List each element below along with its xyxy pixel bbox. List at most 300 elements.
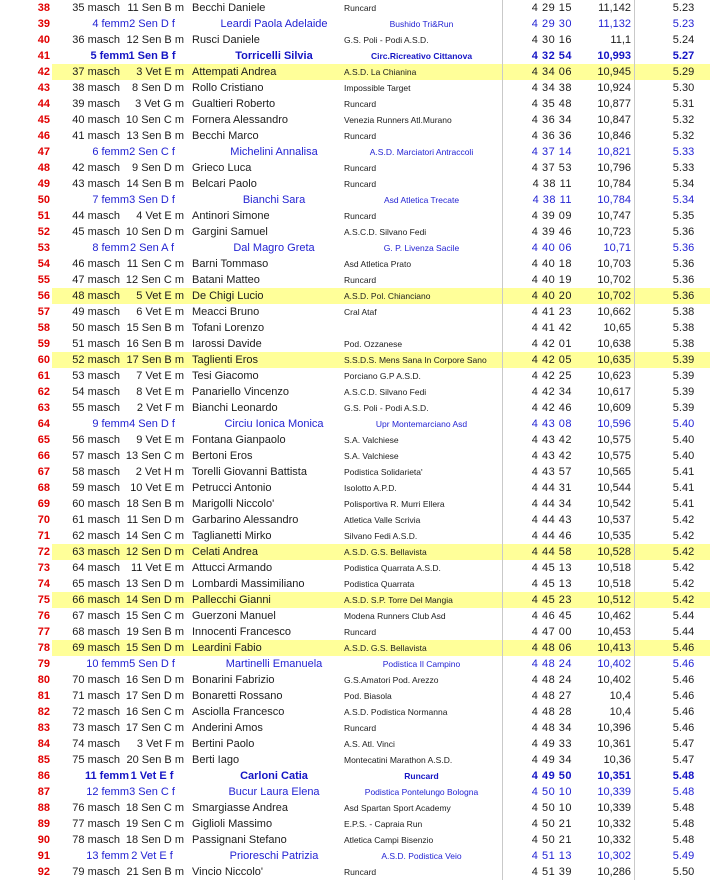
table-row — [0, 304, 714, 320]
athlete-name-cell: Asciolla Francesco — [192, 706, 285, 718]
rank-cell: 61 — [37, 370, 50, 382]
rank-cell: 51 — [37, 210, 50, 222]
athlete-name-cell: Marigolli Niccolo' — [192, 498, 275, 510]
rank-cell: 72 — [0, 544, 52, 560]
sex-position-cell: 66 masch — [52, 592, 120, 608]
sex-position-cell: 48 masch — [52, 288, 120, 304]
category-position-cell: 8 Vet E m — [136, 386, 184, 398]
speed-cell: 10,702 — [597, 274, 631, 286]
athlete-name-cell: Circiu Ionica Monica — [224, 418, 324, 430]
speed-cell: 10,65 — [603, 322, 631, 334]
team-cell: G.S. Poli - Podi A.S.D. — [344, 35, 429, 45]
time-cell: 4 35 48 — [502, 96, 577, 112]
rank-cell: 92 — [37, 866, 50, 878]
team-cell: Venezia Runners Atl.Murano — [344, 115, 452, 125]
speed-cell: 10,796 — [597, 162, 631, 174]
rank-cell: 41 — [37, 50, 50, 62]
speed-cell: 10,518 — [597, 578, 631, 590]
speed-cell: 10,402 — [597, 658, 631, 670]
table-row — [0, 160, 714, 176]
speed-cell: 10,396 — [597, 722, 631, 734]
sex-position-cell: 6 femm — [92, 146, 129, 158]
speed-cell: 10,784 — [597, 178, 631, 190]
category-position-cell: 10 Vet E m — [130, 482, 184, 494]
time-cell: 4 36 34 — [502, 112, 577, 128]
team-cell: S.S.D.S. Mens Sana In Corpore Sano — [341, 352, 502, 368]
rank-cell: 64 — [37, 418, 50, 430]
pace-cell: 5.34 — [634, 192, 710, 208]
rank-cell: 57 — [37, 306, 50, 318]
athlete-name-cell: Berti Iago — [192, 754, 240, 766]
team-cell: Runcard — [344, 627, 377, 637]
team-cell: S.A. Valchiese — [344, 451, 399, 461]
rank-cell: 40 — [37, 34, 50, 46]
category-position-cell: 12 Sen B m — [126, 34, 184, 46]
category-position-cell: 18 Sen D m — [125, 834, 184, 846]
sex-position-cell: 35 masch — [72, 2, 120, 14]
sex-position-cell: 4 femm — [92, 18, 129, 30]
athlete-name-cell: Gualtieri Roberto — [192, 98, 276, 110]
athlete-name-cell: Becchi Daniele — [192, 2, 266, 14]
time-cell: 4 51 13 — [502, 848, 577, 864]
table-row — [0, 144, 714, 160]
sex-position-cell: 71 masch — [72, 690, 120, 702]
time-cell: 4 44 58 — [502, 544, 577, 560]
team-cell: Porciano G.P A.S.D. — [344, 371, 421, 381]
team-cell: Asd Atletica Prato — [344, 259, 412, 269]
athlete-name-cell: Smargiasse Andrea — [192, 802, 288, 814]
sex-position-cell: 73 masch — [72, 722, 120, 734]
pace-cell: 5.44 — [634, 624, 710, 640]
rank-cell: 71 — [37, 530, 50, 542]
sex-position-cell: 72 masch — [72, 706, 120, 718]
time-cell: 4 38 11 — [502, 192, 577, 208]
pace-cell: 5.30 — [634, 80, 710, 96]
team-cell: A.S.D. G.S. Bellavista — [341, 544, 502, 560]
rank-cell: 82 — [37, 706, 50, 718]
sex-position-cell: 79 masch — [72, 866, 120, 878]
athlete-name-cell: Torricelli Silvia — [235, 50, 313, 62]
pace-cell: 5.35 — [634, 208, 710, 224]
team-cell: Runcard — [344, 275, 377, 285]
pace-cell: 5.38 — [634, 320, 710, 336]
speed-cell: 10,4 — [609, 690, 631, 702]
sex-position-cell: 11 femm — [84, 770, 129, 782]
speed-cell: 10,723 — [597, 226, 631, 238]
pace-cell: 5.27 — [634, 48, 710, 64]
pace-cell: 5.46 — [634, 688, 710, 704]
speed-cell: 10,847 — [597, 114, 631, 126]
athlete-name-cell: Bertoni Eros — [192, 450, 253, 462]
speed-cell: 11,132 — [598, 18, 631, 30]
sex-position-cell: 42 masch — [72, 162, 120, 174]
team-cell: Silvano Fedi A.S.D. — [344, 531, 418, 541]
time-cell: 4 46 45 — [502, 608, 577, 624]
sex-position-cell: 43 masch — [72, 178, 120, 190]
pace-cell: 5.36 — [634, 224, 710, 240]
athlete-name-cell: Bianchi Sara — [242, 194, 306, 206]
rank-cell: 54 — [37, 258, 50, 270]
time-cell: 4 49 50 — [502, 768, 577, 784]
speed-cell: 10,846 — [597, 130, 631, 142]
category-position-cell: 11 Vet E m — [131, 562, 184, 574]
athlete-name-cell: Leardini Fabio — [187, 640, 341, 656]
team-cell: Pod. Biasola — [344, 691, 392, 701]
team-cell: A.S.C.D. Silvano Fedi — [344, 387, 427, 397]
athlete-name-cell: Becchi Marco — [192, 130, 259, 142]
time-cell: 4 43 57 — [502, 464, 577, 480]
pace-cell: 5.42 — [634, 544, 710, 560]
sex-position-cell: 64 masch — [72, 562, 120, 574]
rank-cell: 79 — [37, 658, 50, 670]
sex-position-cell: 61 masch — [72, 514, 120, 526]
time-cell: 4 40 20 — [502, 288, 577, 304]
category-position-cell: 2 Vet F m — [136, 402, 184, 414]
rank-cell: 56 — [0, 288, 52, 304]
athlete-name-cell: Attempati Andrea — [187, 64, 341, 80]
time-cell: 4 43 42 — [502, 432, 577, 448]
sex-position-cell: 69 masch — [52, 640, 120, 656]
sex-position-cell: 75 masch — [72, 754, 120, 766]
category-position-cell: 8 Sen D m — [132, 82, 184, 94]
pace-cell: 5.49 — [634, 848, 710, 864]
speed-cell: 10,332 — [597, 818, 631, 830]
speed-cell: 10,361 — [597, 738, 631, 750]
athlete-name-cell: Barni Tommaso — [192, 258, 269, 270]
team-cell: Pod. Ozzanese — [344, 339, 403, 349]
speed-cell: 10,596 — [597, 418, 631, 430]
pace-cell: 5.42 — [634, 592, 710, 608]
table-row — [0, 624, 714, 640]
table-row — [0, 416, 714, 432]
rank-cell: 80 — [37, 674, 50, 686]
category-position-cell: 16 Sen B m — [126, 338, 184, 350]
pace-cell: 5.50 — [634, 864, 710, 880]
table-row — [0, 16, 714, 32]
pace-cell: 5.39 — [634, 368, 710, 384]
time-cell: 4 29 15 — [502, 0, 577, 16]
category-position-cell: 15 Sen D m — [120, 640, 187, 656]
time-cell: 4 49 33 — [502, 736, 577, 752]
category-position-cell: 4 Sen D f — [129, 418, 175, 430]
sex-position-cell: 51 masch — [72, 338, 120, 350]
category-position-cell: 1 Sen B f — [128, 50, 176, 62]
team-cell: A.S.D. S.P. Torre Del Mangia — [341, 592, 502, 608]
team-cell: Runcard — [404, 771, 439, 781]
time-cell: 4 34 06 — [502, 64, 577, 80]
table-row — [0, 112, 714, 128]
category-position-cell: 21 Sen B m — [126, 866, 184, 878]
rank-cell: 88 — [37, 802, 50, 814]
time-cell: 4 43 08 — [502, 416, 577, 432]
athlete-name-cell: Passignani Stefano — [192, 834, 287, 846]
time-cell: 4 36 36 — [502, 128, 577, 144]
table-row — [0, 480, 714, 496]
rank-cell: 65 — [37, 434, 50, 446]
team-cell: A.S.D. Podistica Veio — [381, 851, 462, 861]
team-cell: Upr Montemarciano Asd — [375, 419, 468, 429]
table-row — [0, 336, 714, 352]
time-cell: 4 50 10 — [502, 784, 577, 800]
speed-cell: 10,332 — [597, 834, 631, 846]
pace-cell: 5.40 — [634, 432, 710, 448]
team-cell: Runcard — [344, 723, 377, 733]
speed-cell: 10,747 — [597, 210, 631, 222]
rank-cell: 84 — [37, 738, 50, 750]
time-cell: 4 42 34 — [502, 384, 577, 400]
sex-position-cell: 76 masch — [72, 802, 120, 814]
category-position-cell: 13 Sen C m — [125, 450, 184, 462]
athlete-name-cell: Grieco Luca — [192, 162, 252, 174]
category-position-cell: 3 Vet F m — [136, 738, 184, 750]
time-cell: 4 48 24 — [502, 672, 577, 688]
athlete-name-cell: Batani Matteo — [192, 274, 260, 286]
pace-cell: 5.46 — [634, 640, 710, 656]
category-position-cell: 4 Vet E m — [136, 210, 184, 222]
rank-cell: 48 — [37, 162, 50, 174]
speed-cell: 10,453 — [597, 626, 631, 638]
sex-position-cell: 78 masch — [72, 834, 120, 846]
athlete-name-cell: Leardi Paola Adelaide — [220, 18, 328, 30]
rank-cell: 53 — [37, 242, 50, 254]
speed-cell: 11,142 — [598, 2, 631, 14]
rank-cell: 90 — [37, 834, 50, 846]
category-position-cell: 9 Vet E m — [136, 434, 184, 446]
time-cell: 4 34 38 — [502, 80, 577, 96]
sex-position-cell: 12 femm — [86, 786, 129, 798]
pace-cell: 5.41 — [634, 496, 710, 512]
sex-position-cell: 40 masch — [72, 114, 120, 126]
team-cell: Runcard — [344, 163, 377, 173]
rank-cell: 49 — [37, 178, 50, 190]
speed-cell: 10,924 — [597, 82, 631, 94]
sex-position-cell: 60 masch — [72, 498, 120, 510]
athlete-name-cell: Giglioli Massimo — [192, 818, 273, 830]
category-position-cell: 2 Sen D f — [129, 18, 175, 30]
sex-position-cell: 70 masch — [72, 674, 120, 686]
table-row — [0, 384, 714, 400]
sex-position-cell: 54 masch — [72, 386, 120, 398]
table-row — [0, 704, 714, 720]
table-row — [0, 192, 714, 208]
athlete-name-cell: Iarossi Davide — [192, 338, 262, 350]
team-cell: Podistica Quarrata A.S.D. — [344, 563, 441, 573]
athlete-name-cell: Gargini Samuel — [192, 226, 268, 238]
table-row — [0, 848, 714, 864]
table-row — [0, 672, 714, 688]
athlete-name-cell: Rollo Cristiano — [192, 82, 264, 94]
athlete-name-cell: Bucur Laura Elena — [228, 786, 320, 798]
rank-cell: 38 — [37, 2, 50, 14]
rank-cell: 66 — [37, 450, 50, 462]
rank-cell: 70 — [37, 514, 50, 526]
pace-cell: 5.38 — [634, 304, 710, 320]
pace-cell: 5.48 — [634, 768, 710, 784]
speed-cell: 10,537 — [597, 514, 631, 526]
category-position-cell: 3 Vet G m — [135, 98, 184, 110]
rank-cell: 50 — [37, 194, 50, 206]
time-cell: 4 40 19 — [502, 272, 577, 288]
table-row — [0, 640, 714, 656]
table-row — [0, 544, 714, 560]
team-cell: Runcard — [344, 867, 377, 877]
table-row — [0, 272, 714, 288]
pace-cell: 5.34 — [634, 176, 710, 192]
speed-cell: 10,609 — [597, 402, 631, 414]
team-cell: A.S.D. Podistica Normanna — [344, 707, 448, 717]
speed-cell: 10,542 — [597, 498, 631, 510]
time-cell: 4 50 21 — [502, 816, 577, 832]
speed-cell: 10,993 — [597, 50, 631, 62]
athlete-name-cell: De Chigi Lucio — [187, 288, 341, 304]
team-cell: A.S.C.D. Silvano Fedi — [344, 227, 427, 237]
team-cell: Circ.Ricreativo Cittanova — [370, 51, 473, 61]
rank-cell: 58 — [37, 322, 50, 334]
sex-position-cell: 63 masch — [52, 544, 120, 560]
rank-cell: 76 — [37, 610, 50, 622]
speed-cell: 10,462 — [597, 610, 631, 622]
category-position-cell: 17 Sen C m — [125, 722, 184, 734]
pace-cell: 5.41 — [634, 464, 710, 480]
time-cell: 4 45 23 — [502, 592, 577, 608]
sex-position-cell: 13 femm — [86, 850, 129, 862]
time-cell: 4 44 46 — [502, 528, 577, 544]
athlete-name-cell: Martinelli Emanuela — [225, 658, 323, 670]
rank-cell: 47 — [37, 146, 50, 158]
time-cell: 4 44 43 — [502, 512, 577, 528]
team-cell: Podistica Quarrata — [344, 579, 415, 589]
time-cell: 4 39 46 — [502, 224, 577, 240]
team-cell: Atletica Campi Bisenzio — [344, 835, 434, 845]
time-cell: 4 48 06 — [502, 640, 577, 656]
pace-cell: 5.36 — [634, 256, 710, 272]
team-cell: G.S.Amatori Pod. Arezzo — [344, 675, 439, 685]
sex-position-cell: 38 masch — [72, 82, 120, 94]
team-cell: Impossible Target — [344, 83, 411, 93]
sex-position-cell: 47 masch — [72, 274, 120, 286]
athlete-name-cell: Tesi Giacomo — [192, 370, 259, 382]
category-position-cell: 18 Sen B m — [126, 498, 184, 510]
sex-position-cell: 5 femm — [90, 50, 129, 62]
speed-cell: 10,623 — [597, 370, 631, 382]
table-row — [0, 720, 714, 736]
athlete-name-cell: Prioreschi Patrizia — [229, 850, 319, 862]
speed-cell: 10,302 — [597, 850, 631, 862]
table-row — [0, 464, 714, 480]
time-cell: 4 48 24 — [502, 656, 577, 672]
category-position-cell: 15 Sen B m — [126, 322, 184, 334]
table-row — [0, 736, 714, 752]
speed-cell: 10,71 — [603, 242, 631, 254]
pace-cell: 5.44 — [634, 608, 710, 624]
rank-cell: 67 — [37, 466, 50, 478]
sex-position-cell: 45 masch — [72, 226, 120, 238]
time-cell: 4 48 27 — [502, 688, 577, 704]
pace-cell: 5.23 — [634, 16, 710, 32]
time-cell: 4 45 13 — [502, 576, 577, 592]
pace-cell: 5.36 — [634, 240, 710, 256]
team-cell: A.S.D. Pol. Chianciano — [341, 288, 502, 304]
time-cell: 4 41 23 — [502, 304, 577, 320]
athlete-name-cell: Fornera Alessandro — [192, 114, 288, 126]
athlete-name-cell: Tofani Lorenzo — [192, 322, 265, 334]
athlete-name-cell: Petrucci Antonio — [192, 482, 272, 494]
category-position-cell: 19 Sen B m — [126, 626, 184, 638]
athlete-name-cell: Anderini Amos — [192, 722, 263, 734]
speed-cell: 10,339 — [597, 786, 631, 798]
sex-position-cell: 53 masch — [72, 370, 120, 382]
table-row — [0, 320, 714, 336]
speed-cell: 10,821 — [597, 146, 631, 158]
table-row — [0, 496, 714, 512]
athlete-name-cell: Dal Magro Greta — [233, 242, 315, 254]
pace-cell: 5.32 — [634, 112, 710, 128]
table-row — [0, 48, 714, 64]
team-cell: A.S.D. Marciatori Antraccoli — [369, 147, 474, 157]
category-position-cell: 6 Vet E m — [136, 306, 184, 318]
table-row — [0, 592, 714, 608]
athlete-name-cell: Panariello Vincenzo — [192, 386, 290, 398]
team-cell: Polisportiva R. Murri Ellera — [344, 499, 445, 509]
time-cell: 4 48 34 — [502, 720, 577, 736]
team-cell: Cral Ataf — [344, 307, 377, 317]
team-cell: G.S. Poli - Podi A.S.D. — [344, 403, 429, 413]
team-cell: Asd Spartan Sport Academy — [344, 803, 451, 813]
time-cell: 4 51 39 — [502, 864, 577, 880]
speed-cell: 10,877 — [597, 98, 631, 110]
team-cell: A.S.D. G.S. Bellavista — [341, 640, 502, 656]
speed-cell: 10,512 — [577, 592, 634, 608]
rank-cell: 91 — [37, 850, 50, 862]
category-position-cell: 10 Sen D m — [125, 226, 184, 238]
rank-cell: 55 — [37, 274, 50, 286]
sex-position-cell: 7 femm — [92, 194, 129, 206]
rank-cell: 60 — [0, 352, 52, 368]
pace-cell: 5.48 — [634, 816, 710, 832]
time-cell: 4 47 00 — [502, 624, 577, 640]
category-position-cell: 16 Sen D m — [125, 674, 184, 686]
table-row — [0, 256, 714, 272]
time-cell: 4 43 42 — [502, 448, 577, 464]
table-row — [0, 288, 714, 304]
pace-cell: 5.24 — [634, 32, 710, 48]
sex-position-cell: 65 masch — [72, 578, 120, 590]
pace-cell: 5.40 — [634, 448, 710, 464]
category-position-cell: 15 Sen C m — [125, 610, 184, 622]
team-cell: Modena Runners Club Asd — [344, 611, 446, 621]
rank-cell: 59 — [37, 338, 50, 350]
athlete-name-cell: Carloni Catia — [240, 770, 308, 782]
time-cell: 4 42 25 — [502, 368, 577, 384]
speed-cell: 10,544 — [597, 482, 631, 494]
team-cell: Runcard — [344, 3, 377, 13]
time-cell: 4 38 11 — [502, 176, 577, 192]
team-cell: Bushido Tri&Run — [389, 19, 454, 29]
time-cell: 4 29 30 — [502, 16, 577, 32]
pace-cell: 5.33 — [634, 160, 710, 176]
category-position-cell: 17 Sen D m — [125, 690, 184, 702]
speed-cell: 10,4 — [609, 706, 631, 718]
rank-cell: 63 — [37, 402, 50, 414]
table-row — [0, 784, 714, 800]
category-position-cell: 2 Vet H m — [135, 466, 184, 478]
sex-position-cell: 67 masch — [72, 610, 120, 622]
category-position-cell: 2 Sen A f — [129, 242, 175, 254]
category-position-cell: 2 Sen C f — [129, 146, 175, 158]
sex-position-cell: 77 masch — [72, 818, 120, 830]
category-position-cell: 3 Vet E m — [120, 64, 187, 80]
speed-cell: 10,575 — [597, 434, 631, 446]
